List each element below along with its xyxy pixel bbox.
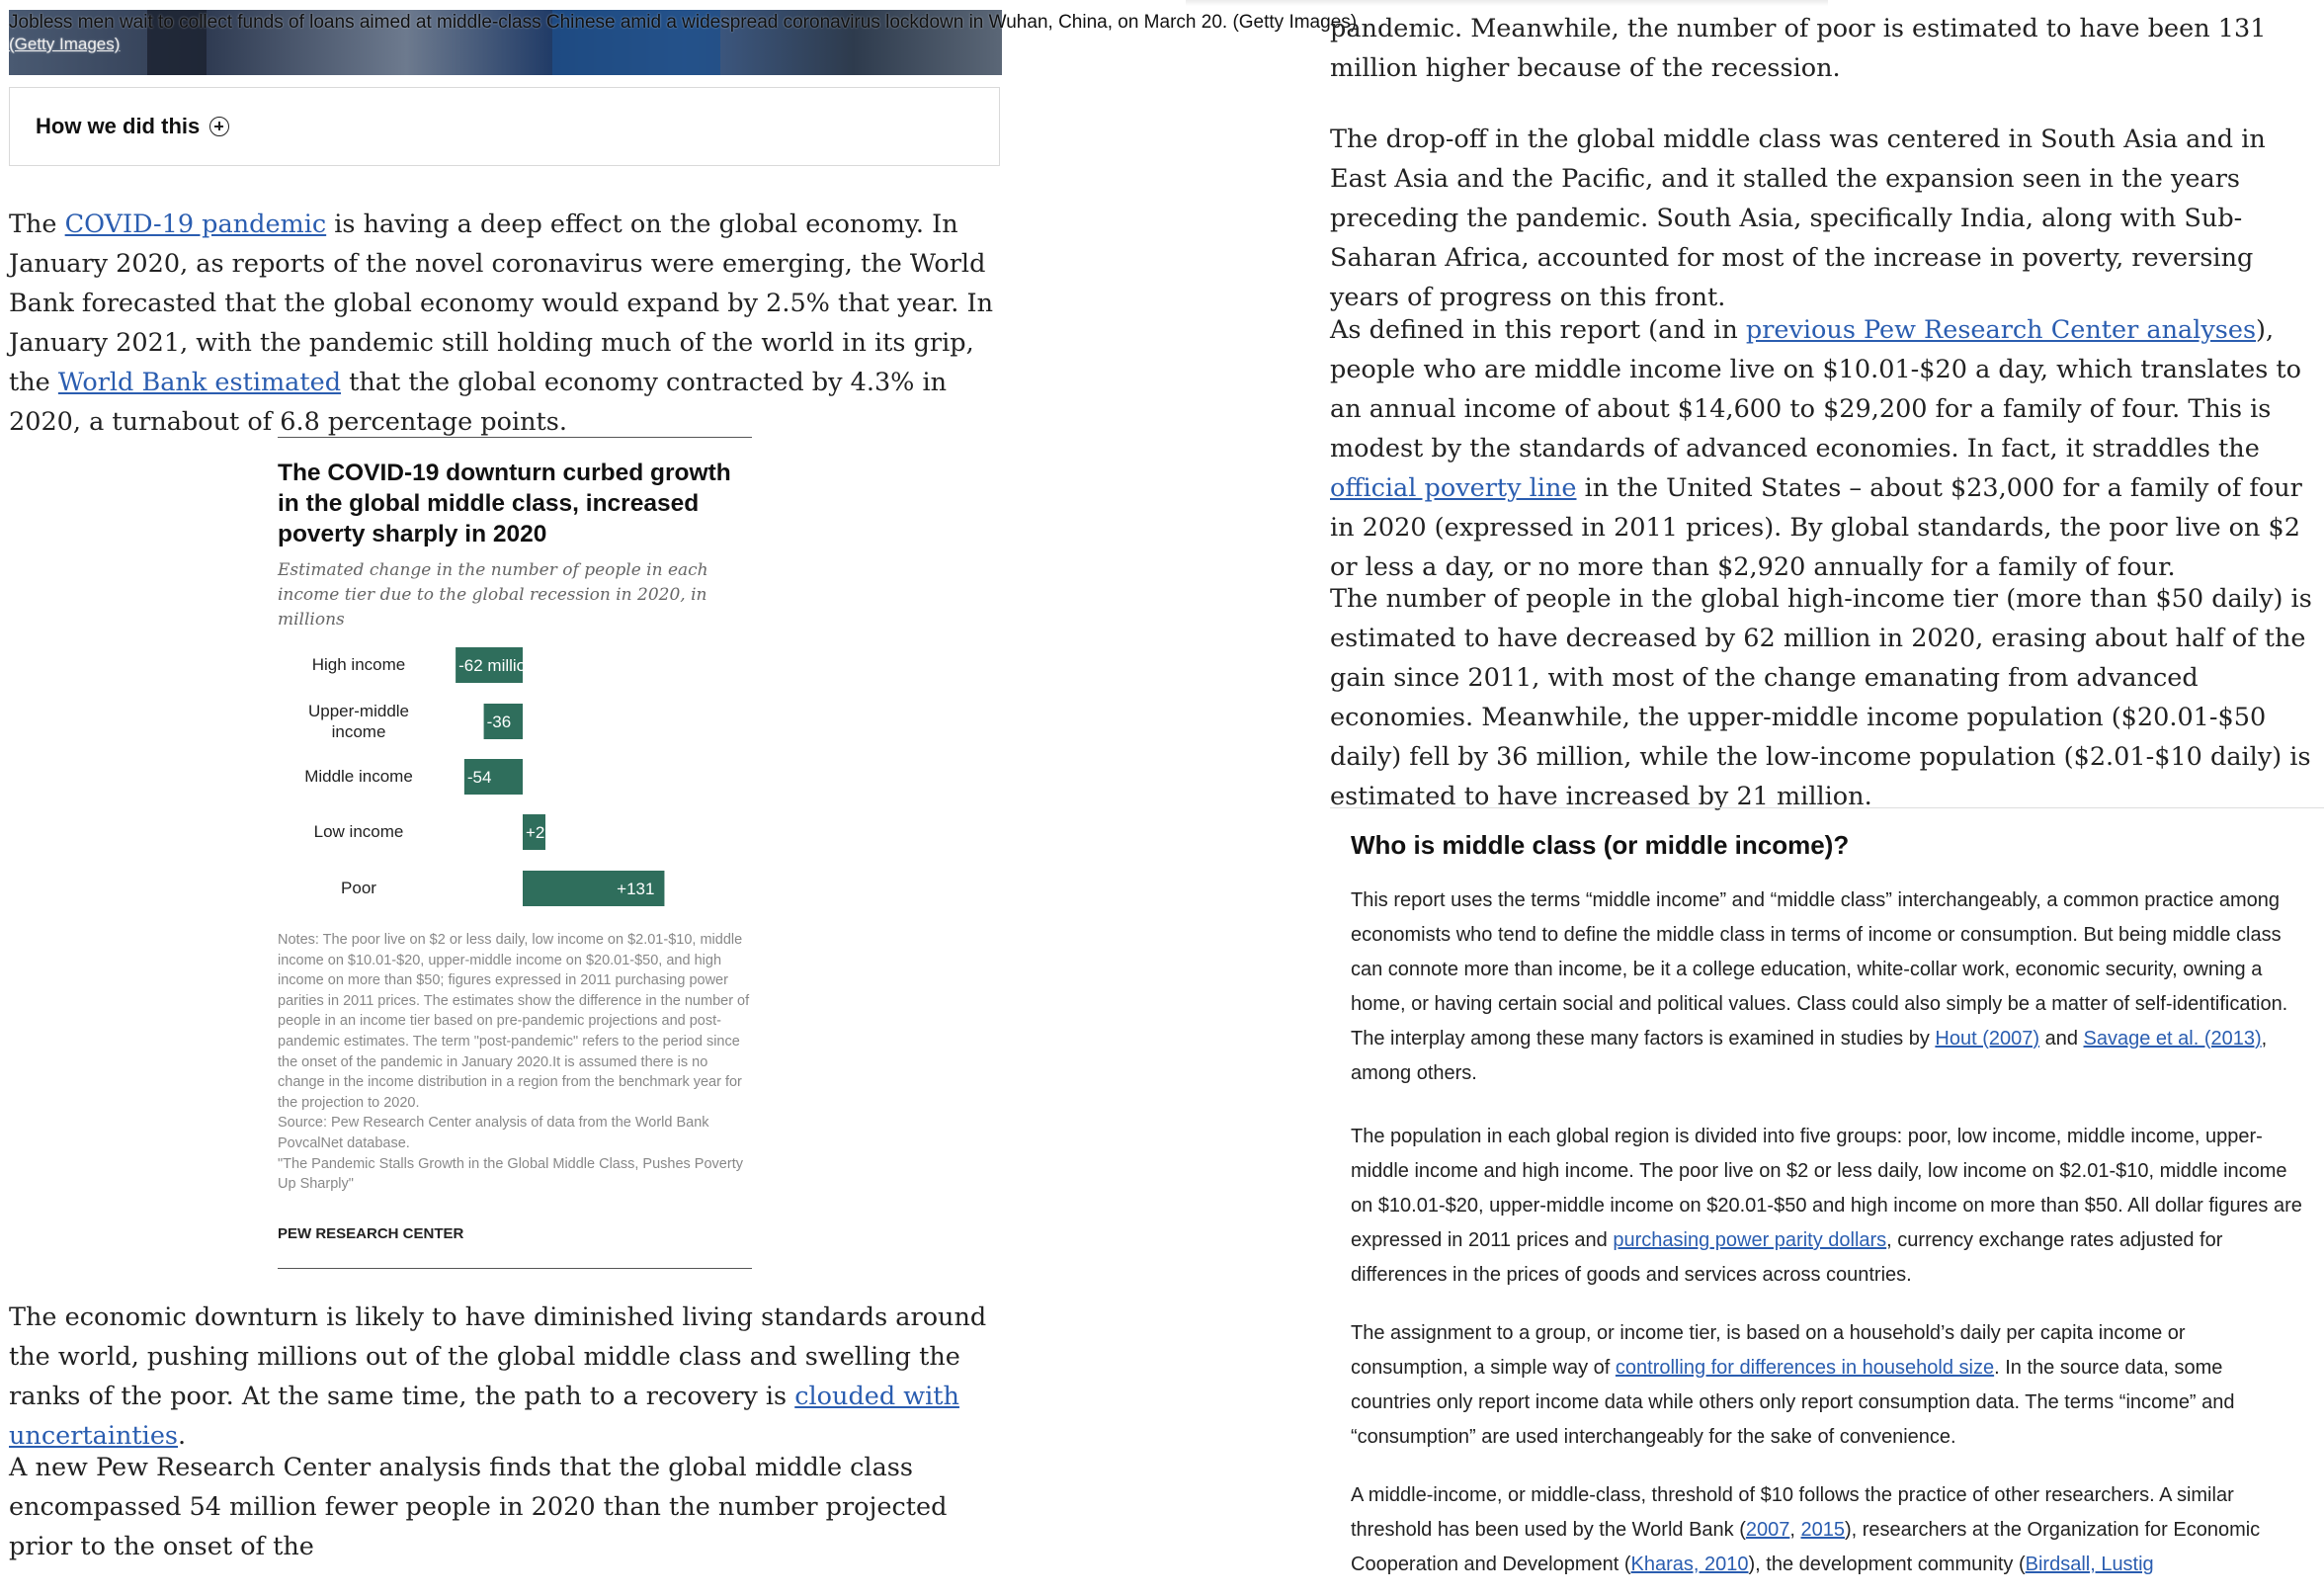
data-label: -54: [466, 768, 492, 787]
text: This report uses the terms “middle income” and “middle class” interchangeably, a common practice among economists who tend to define the middle class in terms of income or consumption. But being middle class can connote more than income, be it a college education, white-collar work, economic security, owning a home, or having certain social and political values. Class could also simply be a matter of self-identification. The interplay among these many factors is examined in studies by: [1351, 889, 2288, 1050]
plus-circle-icon[interactable]: [209, 117, 229, 136]
official-poverty-line-link[interactable]: official poverty line: [1330, 473, 1577, 503]
sidebar-paragraph: [1351, 883, 2304, 1091]
ppp-dollars-link[interactable]: purchasing power parity dollars: [1613, 1229, 1887, 1251]
chart: [278, 437, 752, 1269]
sidebar-paragraph: [1351, 1478, 2304, 1582]
category-label: income: [331, 722, 386, 741]
text: The economic downturn is likely to have diminished living standards around the world, pushing millions out of the global middle class and swelling the ranks of the poor. At the same time, the path to a recovery is: [9, 1302, 987, 1411]
hout-link[interactable]: Hout (2007): [1935, 1028, 2040, 1050]
category-label: Upper-middle: [307, 702, 410, 720]
data-label: -36: [486, 713, 512, 731]
data-label: +131: [617, 880, 655, 898]
text: that the global economy contracted by 4.3% in 2020, a turnabout of 6.8 percentage points.: [9, 368, 948, 437]
body-paragraph: pandemic. Meanwhile, the number of poor is estimated to have been 131 million higher because of the recession.: [1330, 14, 2267, 83]
top-shadow: [1186, 0, 1828, 6]
sidebar-paragraph: [1351, 1120, 2304, 1293]
text: A middle-income, or middle-class, threshold of $10 follows the practice of other researchers. A similar threshold has been used by the World Bank (: [1351, 1484, 2234, 1541]
text: ,: [1789, 1519, 1801, 1541]
text: in the United States – about $23,000 for a family of four in 2020 (expressed in 2011 prices). By global standards, the poor live on $2 or less a day, or no more than $2,920 annually for a family of four.: [1330, 473, 2302, 582]
text: ), the development community (: [1748, 1554, 2026, 1575]
text: and: [2039, 1028, 2084, 1050]
photo: [9, 10, 1358, 75]
category-label: Low income: [313, 822, 404, 841]
sidebar-title: Who is middle class (or middle income)?: [1351, 830, 1850, 860]
text: As defined in this report (and in: [1330, 315, 1746, 345]
category-label: Middle income: [304, 767, 413, 786]
bar-chart: [278, 635, 752, 922]
chart-notes: [278, 930, 752, 1195]
world-bank-2015-link[interactable]: 2015: [1800, 1519, 1845, 1541]
text: , among others.: [1351, 1028, 2268, 1084]
how-we-did-this-label: How we did this: [36, 114, 201, 138]
body-paragraph: [9, 1298, 1002, 1456]
world-bank-2007-link[interactable]: 2007: [1745, 1519, 1790, 1541]
category-label: High income: [311, 655, 406, 674]
data-label: +21: [526, 823, 554, 842]
text: . In the source data, some countries only report income data while others only report consumption data. The terms “income” and “consumption” are used interchangeably for the sake of convenience.: [1351, 1357, 2235, 1448]
savage-link[interactable]: Savage et al. (2013): [2083, 1028, 2262, 1050]
body-paragraph: [1330, 310, 2324, 587]
text: is having a deep effect on the global economy. In January 2020, as reports of the novel coronavirus were emerging, the World Bank forecasted that the global economy would expand by 2.5% that year. In January 2021, with the pandemic still holding much of the world in its grip, the: [9, 210, 994, 397]
middle-class-sidebar: [1330, 807, 2324, 1575]
previous-analyses-link[interactable]: previous Pew Research Center analyses: [1745, 315, 2257, 345]
text: , currency exchange rates adjusted for differences in the prices of goods and services across countries.: [1351, 1229, 2223, 1286]
body-paragraph: The number of people in the global high-income tier (more than $50 daily) is estimated to have decreased by 62 million in 2020, erasing about half of the gain since 2011, with most of the change emanating from advanced economies. Meanwhile, the upper-middle income population ($20.01-$50 daily) fell by 36 million, while the low-income population ($2.01-$10 daily) is estimated to have increased by 21 million.: [1330, 584, 2312, 811]
body-paragraph: A new Pew Research Center analysis finds that the global middle class encompassed 54 million fewer people in 2020 than the number projected prior to the onset of the: [9, 1453, 948, 1561]
text: .: [178, 1421, 187, 1451]
world-bank-link[interactable]: World Bank estimated: [57, 368, 342, 397]
body-paragraph: [9, 205, 1002, 442]
how-we-did-this-toggle[interactable]: [9, 87, 1000, 166]
body-paragraph: The drop-off in the global middle class was centered in South Asia and in East Asia and the Pacific, and it stalled the expansion seen in the years preceding the pandemic. South Asia, specifically India, along with Sub-Saharan Africa, accounted for most of the increase in poverty, reversing years of progress on this front.: [1330, 125, 2266, 312]
chart-brand: PEW RESEARCH CENTER: [278, 1225, 464, 1242]
chart-title: The COVID-19 downturn curbed growth in the global middle class, increased poverty sharply in 2020: [278, 460, 731, 547]
sidebar-paragraph: [1351, 1316, 2304, 1455]
birdsall-link[interactable]: Birdsall, Lustig: [2025, 1554, 2154, 1575]
chart-source: Source: Pew Research Center analysis of data from the World Bank PovcalNet database.: [278, 1115, 709, 1151]
household-size-link[interactable]: controlling for differences in household size: [1615, 1357, 1995, 1379]
text: ), researchers at the Organization for Economic Cooperation and Development (: [1351, 1519, 2261, 1575]
covid-pandemic-link[interactable]: COVID-19 pandemic: [64, 210, 327, 239]
photo-caption: [9, 12, 1358, 55]
chart-report-title: "The Pandemic Stalls Growth in the Global Middle Class, Pushes Poverty Up Sharply": [278, 1155, 743, 1193]
data-label: -62 million: [458, 656, 536, 675]
photo-caption-text: Jobless men wait to collect funds of loans aimed at middle-class Chinese amid a widespread coronavirus lockdown in Wuhan, China, on March 20. (Getty Images): [9, 12, 1358, 33]
text: The population in each global region is divided into five groups: poor, low income, middle income, upper-middle income and high income. The poor live on $2 or less daily, low income on $2.01-$10, middle income on $10.01-$20, upper-middle income on $20.01-$50 and high income on more than $50. All dollar figures are expressed in 2011 prices and: [1351, 1126, 2302, 1251]
text: The assignment to a group, or income tier, is based on a household’s daily per capita income or consumption, a simple way of: [1351, 1322, 2186, 1379]
uncertainties-link[interactable]: clouded with uncertainties: [9, 1382, 959, 1451]
photo-credit[interactable]: (Getty Images): [9, 35, 121, 53]
kharas-link[interactable]: Kharas, 2010: [1630, 1554, 1749, 1575]
chart-notes-text: Notes: The poor live on $2 or less daily, low income on $2.01-$10, middle income on $10.01-$20, upper-middle income on $20.01-$50, and high income on more than $50; figures expressed in 2011 purchasing power parities in 2011 prices. The estimates show the difference in the number of people in an income tier based on pre-pandemic projections and post-pandemic estimates. The term "post-pandemic" refers to the period since the onset of the pandemic in January 2020.It is assumed there is no change in the income distribution in a region from the benchmark year for the projection to 2020.: [278, 932, 750, 1111]
text: The: [9, 210, 65, 239]
text: ), people who are middle income live on $10.01-$20 a day, which translates to an annual income of about $14,600 to $29,200 for a family of four. This is modest by the standards of advanced economies. In fact, it straddles the: [1330, 315, 2301, 463]
category-label: Poor: [341, 879, 376, 897]
chart-subtitle: Estimated change in the number of people in each income tier due to the global recession in 2020, in millions: [278, 560, 708, 630]
